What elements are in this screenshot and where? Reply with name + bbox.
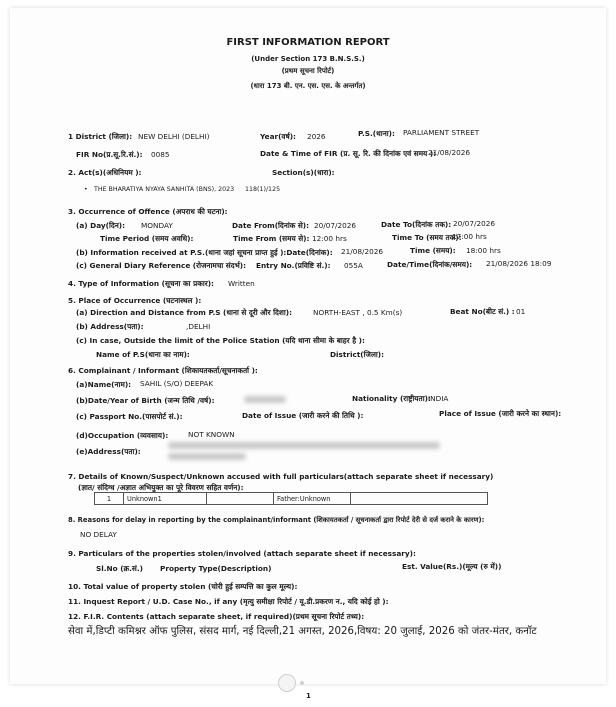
fir-datetime-value: 21/08/2026 [428, 148, 471, 157]
occurrence-heading: 3. Occurrence of Offence (अपराध की घटना): [68, 207, 228, 216]
section-value: 118(1)/125 [245, 186, 281, 193]
passport-label: (c) Passport No.(पासपोर्ट सं.): [76, 412, 183, 421]
property-col-value: Est. Value(Rs.)(मूल्य (रु में)) [402, 562, 502, 571]
bullet: • [84, 186, 88, 193]
inquest-label: 11. Inquest Report / U.D. Case No., if any (मृत्यु समीक्षा रिपोर्ट / यू.डी.प्रकरण न., यदि कोई हो ): [68, 597, 389, 606]
occupation-label: (d)Occupation (व्यवसाय): [76, 431, 169, 440]
time-to-value: 17:00 hrs [452, 232, 487, 241]
accused-extra [351, 493, 488, 505]
property-col-type: Property Type(Description) [160, 564, 272, 573]
date-from-label: Date From(दिनांक से): [232, 221, 310, 230]
property-heading: 9. Particulars of the properties stolen/involved (attach separate sheet if necessary): [68, 549, 416, 558]
document-title: FIRST INFORMATION REPORT [226, 37, 390, 48]
direction-label: (a) Direction and Distance from P.S (थाना से दूरी और दिशा): [76, 308, 293, 317]
info-type-label: 4. Type of Information (सूचना का प्रकार): [68, 279, 214, 288]
complainant-heading: 6. Complainant / Informant (शिकायतकर्ता/सूचनाकर्ता ): [68, 366, 258, 375]
redacted-dob [244, 396, 286, 403]
property-col-slno: Sl.No (क्र.सं.) [96, 564, 143, 573]
entry-no-value: 055A [344, 261, 363, 270]
ps-name-label: Name of P.S(थाना का नाम): [96, 350, 190, 359]
page-indicator-dot[interactable] [300, 681, 304, 685]
ps-label: P.S.(थाना): [358, 129, 395, 138]
district-value: NEW DELHI (DELHI) [138, 132, 210, 141]
time-period-label: Time Period (समय अवधि): [100, 234, 194, 243]
day-label: (a) Day(दिन): [76, 221, 126, 230]
accused-subheading: (ज्ञात/ संदिग्ध /अज्ञात अभियुक्त का पूरे विवरण सहित वर्णन): [78, 483, 244, 492]
dob-label: (b)Date/Year of Birth (जन्म तिथि /वर्ष): [76, 396, 215, 405]
district-label: 1 District (जिला): [68, 132, 133, 141]
fir-datetime-label: Date & Time of FIR (प्र. सू. रि. की दिनांक एवं समय ): [260, 149, 437, 158]
day-value: MONDAY [141, 221, 173, 230]
place-district-label: District(जिला): [330, 350, 385, 359]
time-from-label: Time From (समय से): [233, 234, 310, 243]
redacted-address-line-2 [168, 453, 246, 460]
entry-no-label: Entry No.(प्रविष्टि सं.): [256, 261, 331, 270]
gd-datetime-value: 21/08/2026 18:09 [486, 259, 552, 268]
place-address-value: ,DELHI [186, 322, 211, 331]
fir-no-label: FIR No(प्र.सू.रि.सं.): [76, 150, 143, 159]
time-from-value: 12:00 hrs [312, 234, 347, 243]
place-of-issue-label: Place of Issue (जारी करने का स्थान): [439, 409, 562, 418]
year-label: Year(वर्ष): [260, 132, 296, 141]
name-label: (a)Name(नाम): [76, 380, 132, 389]
fir-contents-label: 12. F.I.R. Contents (attach separate sheet, if required)(प्रथम सूचना रिपोर्ट तथ्य): [68, 612, 365, 621]
gd-datetime-label: Date/Time(दिनांक/समय): [387, 260, 473, 269]
fir-document-page [10, 8, 606, 700]
info-received-date: 21/08/2026 [341, 247, 384, 256]
occupation-value: NOT KNOWN [188, 430, 235, 439]
document-hindi-subtitle: (धारा 173 बी. एन. एस. एस. के अन्तर्गत) [250, 82, 366, 90]
act-label: 2. Act(s)(अधिनियम ): [68, 168, 142, 177]
section-label: Section(s)(धारा): [272, 168, 335, 177]
document-subtitle: (Under Section 173 B.N.S.S.) [251, 55, 365, 63]
accused-sn: 1 [95, 493, 124, 505]
date-from-value: 20/07/2026 [314, 221, 357, 230]
document-hindi-title: (प्रथम सूचना रिपोर्ट) [281, 67, 335, 75]
accused-father: Father:Unknown [274, 493, 351, 505]
place-heading: 5. Place of Occurrence (घटनास्थल ): [68, 296, 202, 305]
fir-contents-text: सेवा में,डिप्टी कमिश्नर ऑफ पुलिस, संसद मार्ग, नई दिल्ली,21 अगस्त, 2026,विषय: 20 जुलाई, 2026 को जंतर-मंतर, कनॉट [68, 626, 537, 637]
year-value: 2026 [307, 132, 326, 141]
beat-no-value: 01 [516, 307, 526, 316]
date-to-value: 20/07/2026 [453, 219, 496, 228]
info-type-value: Written [228, 279, 255, 288]
date-to-label: Date To(दिनांक तक): [381, 220, 452, 229]
redacted-address-line-1 [168, 442, 440, 449]
direction-value: NORTH-EAST , 0.5 Km(s) [313, 308, 403, 317]
delay-heading: 8. Reasons for delay in reporting by the complainant/informant (शिकायतकर्ता / सूचनाकर्ता द्वारा रिपोर्ट देरी से दर्ज कराने के कारण): [68, 516, 485, 524]
gd-label: (c) General Diary Reference (रोजनामचा संदर्भ): [76, 261, 246, 270]
page-indicator-dot[interactable] [278, 674, 296, 692]
date-of-issue-label: Date of Issue (जारी करने की तिथि ): [242, 411, 364, 420]
info-time-label: Time (समय): [410, 246, 456, 255]
total-value-label: 10. Total value of property stolen (चोरी हुई सम्पत्ति का कुल मूल्य): [68, 582, 298, 591]
info-received-label: (b) Information received at P.S.(थाना जहां सूचना प्राप्त हुई ):Date(दिनांक): [76, 248, 333, 257]
place-address-label: (b) Address(पता): [76, 322, 144, 331]
accused-name: Unknown1 [124, 493, 207, 505]
nationality-label: Nationality (राष्ट्रीयता): [352, 394, 431, 403]
ps-value: PARLIAMENT STREET [403, 128, 480, 137]
accused-heading: 7. Details of Known/Suspect/Unknown accused with full particulars(attach separate sheet if necessary) [68, 472, 494, 481]
beat-no-label: Beat No(बीट सं.) : [450, 307, 515, 316]
complainant-address-label: (e)Address(पता): [76, 447, 141, 456]
nationality-value: INDIA [428, 394, 449, 403]
accused-table [94, 492, 488, 505]
accused-blank [207, 493, 274, 505]
table-row [95, 493, 488, 505]
fir-no-value: 0085 [151, 150, 170, 159]
time-to-label: Time To (समय तक): [392, 233, 462, 242]
page-number: 1 [306, 692, 311, 700]
name-value: SAHIL (S/O) DEEPAK [140, 379, 214, 388]
outside-limit-label: (c) In case, Outside the limit of the Police Station (यदि थाना सीमा के बाहर है ): [76, 336, 365, 345]
act-value: THE BHARATIYA NYAYA SANHITA (BNS), 2023 [94, 186, 235, 193]
info-time-value: 18:00 hrs [466, 246, 501, 255]
delay-value: NO DELAY [80, 530, 117, 539]
